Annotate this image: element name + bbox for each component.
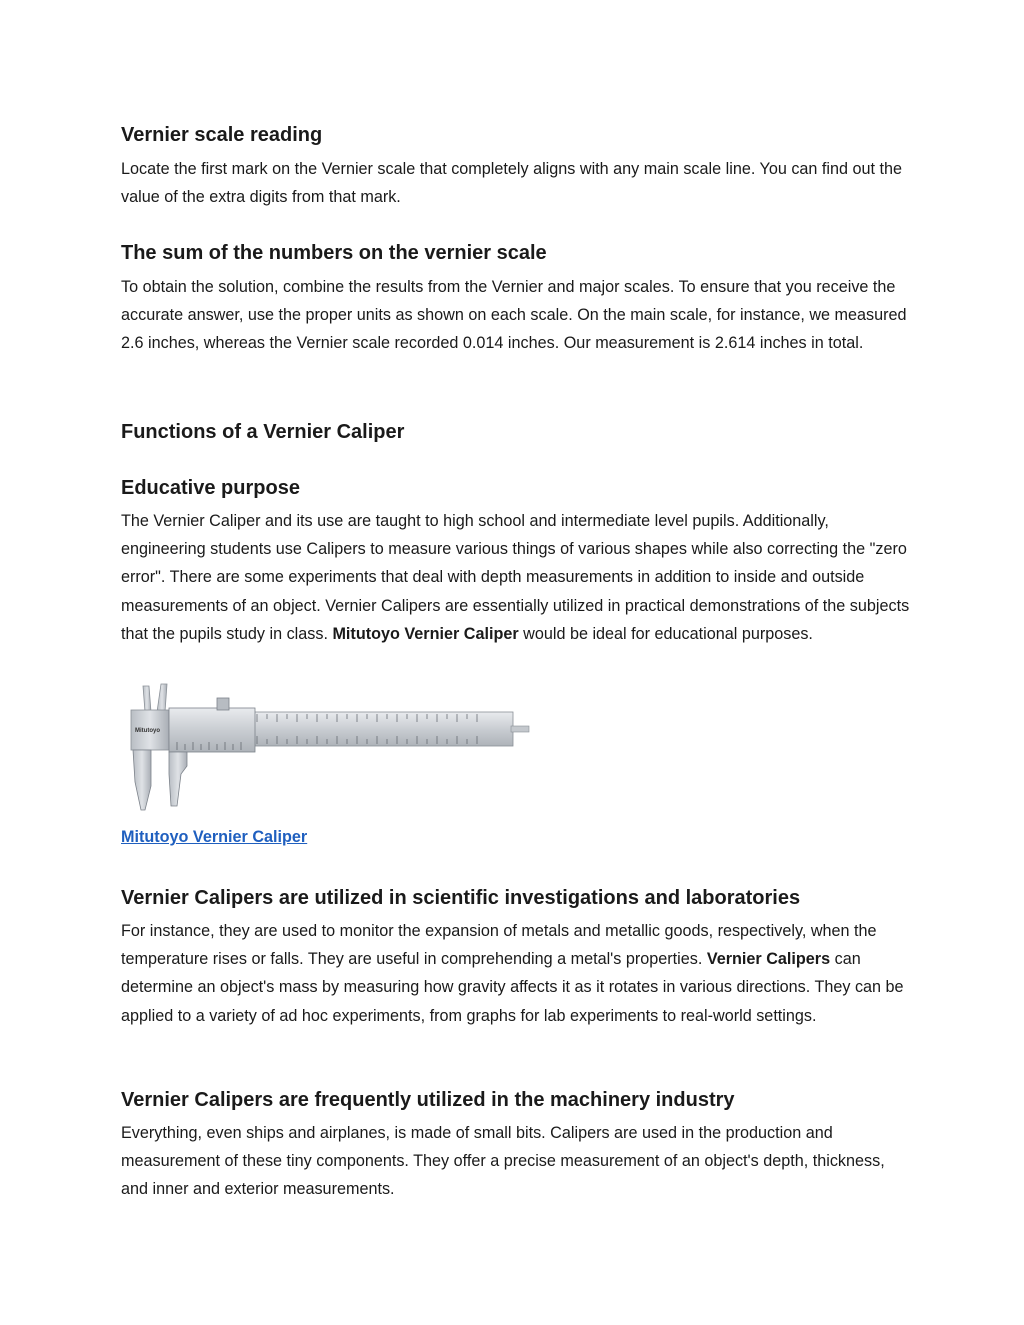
heading-sum-of-numbers: The sum of the numbers on the vernier scale <box>121 242 547 264</box>
paragraph-educative-purpose <box>121 507 911 648</box>
educative-text: The Vernier Caliper and its use are taught to high school and intermediate level pupils. Additionally, engineering students use Calipers to measure various things of various shapes while also correcting the "zero error". There are some experiments that deal with depth measurements in addition to inside and outside measurements of an object. Vernier Calipers are essentially utilized in practical demonstrations of the subjects that the pupils study in class. <box>121 512 910 643</box>
paragraph-scientific-investigations <box>121 917 911 1030</box>
educative-bold: Mitutoyo Vernier Caliper <box>332 624 519 643</box>
scientific-bold: Vernier Calipers <box>706 950 831 969</box>
vernier-caliper-image <box>121 682 531 814</box>
scientific-text-a: For instance, they are used to monitor the expansion of metals and metallic goods, respectively, when the temperature rises or falls. They are useful in comprehending a metal's properties. <box>121 922 877 969</box>
paragraph-machinery-industry: Everything, even ships and airplanes, is made of small bits. Calipers are used in the production and measurement of these tiny components. They offer a precise measurement of an object's depth, thickness, and inner and exterior measurements. <box>121 1124 885 1199</box>
heading-functions: Functions of a Vernier Caliper <box>121 421 405 443</box>
heading-vernier-scale-reading: Vernier scale reading <box>121 124 323 146</box>
paragraph-sum-of-numbers: To obtain the solution, combine the results from the Vernier and major scales. To ensure that you receive the accurate answer, use the proper units as shown on each scale. On the main scale, for instance, we measured 2.6 inches, whereas the Vernier scale recorded 0.014 inches. Our measurement is 2.614 inches in total. <box>121 278 907 353</box>
heading-machinery-industry: Vernier Calipers are frequently utilized in the machinery industry <box>121 1089 735 1111</box>
paragraph-vernier-scale-reading: Locate the first mark on the Vernier scale that completely aligns with any main scale line. You can find out the value of the extra digits from that mark. <box>121 160 903 207</box>
heading-scientific-investigations: Vernier Calipers are utilized in scientific investigations and laboratories <box>121 887 801 909</box>
heading-educative-purpose: Educative purpose <box>121 477 300 499</box>
caliper-brand-label: Mitutoyo <box>135 728 160 734</box>
educative-tail: would be ideal for educational purposes. <box>518 624 813 643</box>
scientific-text-b: can determine an object's mass by measuring how gravity affects it as it rotates in various directions. They can be applied to a variety of ad hoc experiments, from graphs for lab experiments to real-world settings. <box>121 950 904 1025</box>
mitutoyo-caliper-link[interactable]: Mitutoyo Vernier Caliper <box>121 828 308 846</box>
